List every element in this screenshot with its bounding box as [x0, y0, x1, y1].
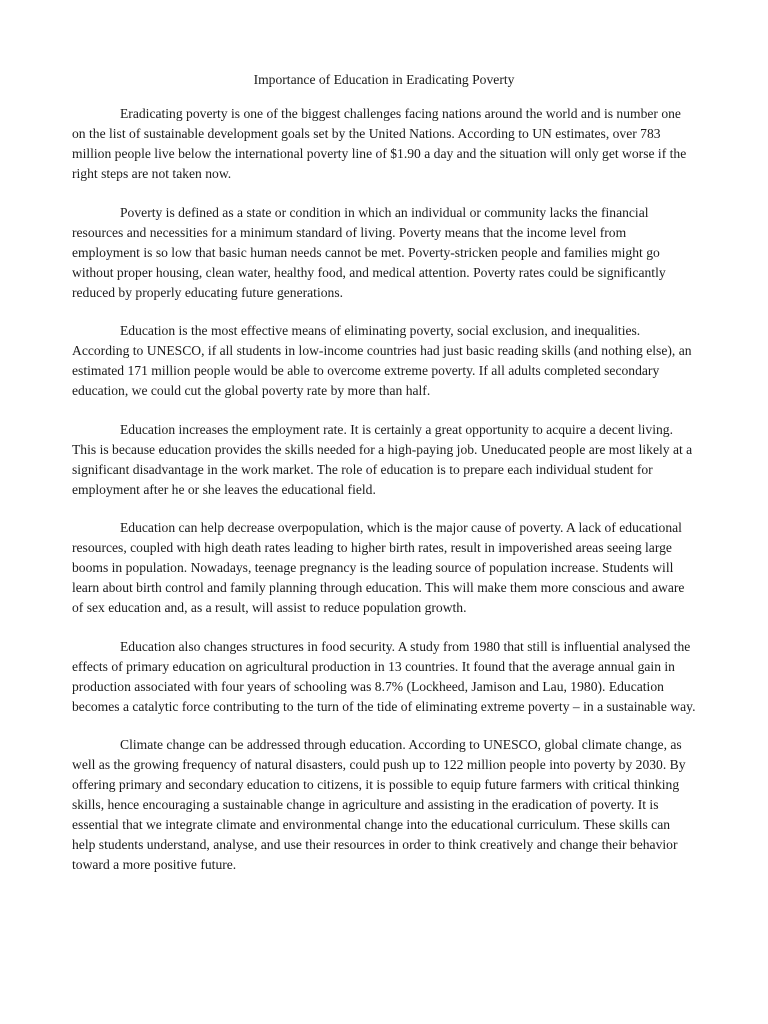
document-body — [72, 70, 696, 894]
paragraph-food-security: Education also changes structures in food security. A study from 1980 that still is influential analysed the effects of primary education on agricultural production in 13 countries. It found that the average annual gain in production associated with four years of schooling was 8.7% (Lockheed, Jamison and Lau, 1980). Education becomes a catalytic force contributing to the turn of the tide of eliminating extreme poverty – in a sustainable way. — [72, 638, 696, 714]
paragraph-poverty-definition: Poverty is defined as a state or condition in which an individual or community lacks the financial resources and necessities for a minimum standard of living. Poverty means that the income level from employment is so low that basic human needs cannot be met. Poverty-stricken people and families might go without proper housing, clean water, healthy food, and medical attention. Poverty rates could be significantly reduced by properly educating future generations. — [72, 204, 666, 300]
paragraph-education-effectiveness: Education is the most effective means of eliminating poverty, social exclusion, and inequalities. According to UNESCO, if all students in low-income countries had just basic reading skills (and nothing else), an estimated 171 million people would be able to overcome extreme poverty. If all adults completed secondary education, we could cut the global poverty rate by more than half. — [72, 323, 692, 398]
paragraph-employment: Education increases the employment rate. It is certainly a great opportunity to acquire a decent living. This is because education provides the skills needed for a high-paying job. Uneducated people are most likely at a significant disadvantage in the work market. The role of education is to prepare each individual student for employment after he or she leaves the educational field. — [72, 421, 693, 497]
paragraph-intro: Eradicating poverty is one of the biggest challenges facing nations around the world and is number one on the list of sustainable development goals set by the United Nations. According to UN estimates, over 783 million people live below the international poverty line of $1.90 a day and the situation will only get worse if the right steps are not taken now. — [72, 106, 687, 181]
document-title: Importance of Education in Eradicating Poverty — [253, 72, 515, 87]
paragraph-climate-change: Climate change can be addressed through education. According to UNESCO, global climate change, as well as the growing frequency of natural disasters, could push up to 122 million people into poverty by 2030. By offering primary and secondary education to citizens, it is possible to equip future farmers with critical thinking skills, hence encouraging a sustainable change in agriculture and assisting in the eradication of poverty. It is essential that we integrate climate and environmental change into the educational curriculum. These skills can help students understand, analyse, and use their resources in order to think creatively and change their behavior toward a more positive future. — [72, 737, 686, 872]
paragraph-overpopulation: Education can help decrease overpopulation, which is the major cause of poverty. A lack of educational resources, coupled with high death rates leading to higher birth rates, result in impoverished areas seeing large booms in population. Nowadays, teenage pregnancy is the leading source of population increase. Students will learn about birth control and family planning through education. This will make them more conscious and aware of sex education and, as a result, will assist to reduce population growth. — [72, 520, 685, 615]
